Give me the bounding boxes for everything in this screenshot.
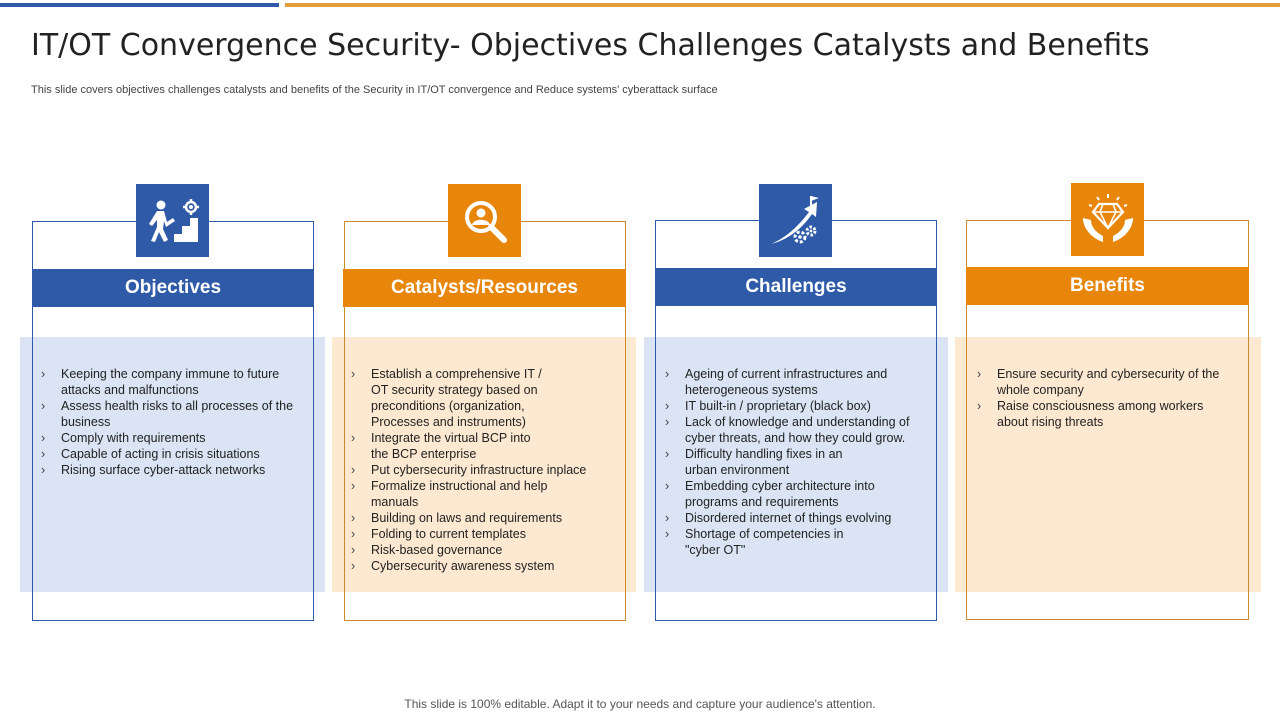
growth-arrow-gears-icon bbox=[767, 194, 825, 248]
list-item: › Difficulty handling fixes in an urban environment bbox=[665, 446, 865, 478]
list-item: › Folding to current templates bbox=[351, 526, 621, 542]
objectives-icon-box bbox=[136, 184, 209, 257]
list-item: › IT built-in / proprietary (black box) bbox=[665, 398, 933, 414]
list-item: › Keeping the company immune to future attacks and malfunctions bbox=[41, 366, 309, 398]
list-item: › Cybersecurity awareness system bbox=[351, 558, 621, 574]
diamond-hands-icon bbox=[1079, 192, 1137, 248]
list-item: › Capable of acting in crisis situations bbox=[41, 446, 309, 462]
list-item: › Comply with requirements bbox=[41, 430, 309, 446]
list-item: › Raise consciousness among workers about rising threats bbox=[977, 398, 1222, 430]
challenges-icon-box bbox=[759, 184, 832, 257]
list-item: › Shortage of competencies in "cyber OT" bbox=[665, 526, 865, 558]
list-item: › Embedding cyber architecture into programs and requirements bbox=[665, 478, 905, 510]
objectives-list bbox=[41, 366, 309, 478]
benefits-list bbox=[977, 366, 1237, 430]
page-subtitle: This slide covers objectives challenges catalysts and benefits of the Security in IT/OT convergence and Reduce systems' cyberattack surface bbox=[31, 84, 718, 96]
top-accent-bar-blue bbox=[0, 3, 279, 7]
objectives-header: Objectives bbox=[32, 269, 314, 307]
list-item: › Put cybersecurity infrastructure inplace bbox=[351, 462, 621, 478]
list-item: › Establish a comprehensive IT / OT security strategy based on preconditions (organization, Processes and instruments) bbox=[351, 366, 551, 430]
list-item: › Integrate the virtual BCP into the BCP enterprise bbox=[351, 430, 551, 462]
list-item: › Disordered internet of things evolving bbox=[665, 510, 933, 526]
catalysts-icon-box bbox=[448, 184, 521, 257]
list-item: › Lack of knowledge and understanding of cyber threats, and how they could grow. bbox=[665, 414, 913, 446]
list-item: › Rising surface cyber-attack networks bbox=[41, 462, 309, 478]
challenges-header: Challenges bbox=[655, 268, 937, 306]
top-accent-bar-orange bbox=[285, 3, 1280, 7]
list-item: › Risk-based governance bbox=[351, 542, 621, 558]
page-title: IT/OT Convergence Security- Objectives Challenges Catalysts and Benefits bbox=[31, 28, 1150, 63]
benefits-header: Benefits bbox=[966, 267, 1249, 305]
magnifier-person-icon bbox=[461, 197, 509, 245]
list-item: › Ensure security and cybersecurity of the whole company bbox=[977, 366, 1222, 398]
list-item: › Building on laws and requirements bbox=[351, 510, 621, 526]
challenges-list bbox=[665, 366, 933, 558]
benefits-icon-box bbox=[1071, 183, 1144, 256]
list-item: › Assess health risks to all processes of the business bbox=[41, 398, 309, 430]
catalysts-list bbox=[351, 366, 621, 574]
person-climbing-stairs-icon bbox=[144, 196, 202, 246]
list-item: › Formalize instructional and help manuals bbox=[351, 478, 551, 510]
footer-note: This slide is 100% editable. Adapt it to your needs and capture your audience's attention. bbox=[404, 697, 876, 711]
catalysts-header: Catalysts/Resources bbox=[343, 269, 626, 307]
list-item: › Ageing of current infrastructures and heterogeneous systems bbox=[665, 366, 910, 398]
